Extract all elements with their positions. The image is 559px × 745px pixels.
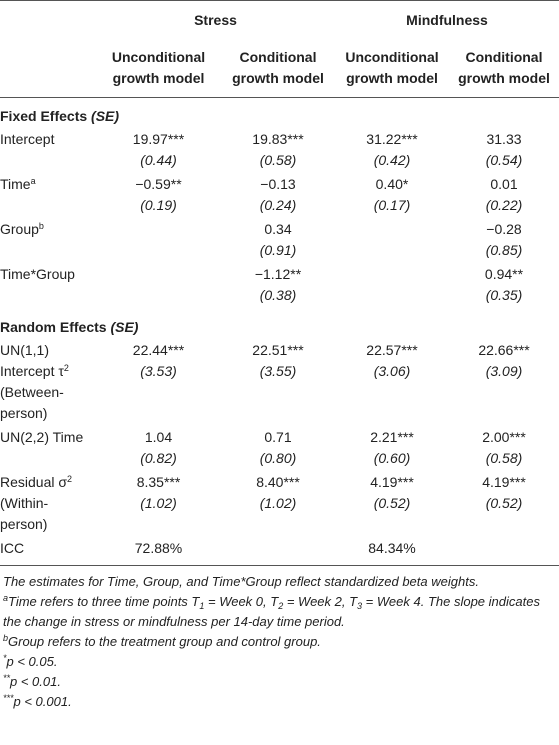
sub-header-row <box>0 40 559 98</box>
row-label: Time$^a$ <box>0 176 36 192</box>
row-label: Intercept <box>0 131 55 147</box>
table-footnotes <box>0 566 559 712</box>
header-mindfulness <box>335 1 559 41</box>
header-mindfulness-unconditional: Unconditional growth model <box>345 49 439 86</box>
footnote-beta: The estimates for Time, Group, and Time*Group reflect standardized beta weights. <box>3 574 479 589</box>
header-stress-text: Stress <box>194 12 237 28</box>
fixed-effects-section: Fixed Effects (SE) <box>0 108 120 124</box>
row-label: Group$^b$ <box>0 221 44 237</box>
header-stress-conditional: Conditional growth model <box>232 49 324 86</box>
header-stress <box>96 1 335 41</box>
table-row-un11: UN(1,1) Intercept $\tau^2$ (Between- person) 22.44*** (3.53) 22.51*** (3.55) 22.57*** (3.06) 22.66*** (3.09) <box>0 340 559 427</box>
footnote-p01: **p < 0.01. <box>3 673 61 689</box>
table-row-un22: UN(2,2) Time 1.04 (0.82) 0.71 (0.80) 2.21*** (0.60) 2.00*** (0.58) <box>0 427 559 472</box>
row-label: Time*Group <box>0 266 75 282</box>
row-label: ICC <box>0 540 25 556</box>
header-stress-unconditional: Unconditional growth model <box>111 49 206 86</box>
table-row-intercept: Intercept 19.97*** (0.44) 19.83*** (0.58) 31.22*** (0.42) 31.33 (0.54) <box>0 129 559 174</box>
footnote-p05: *p < 0.05. <box>3 653 58 669</box>
table-row-time-group: Time*Group −1.12** (0.38) 0.94** (0.35) <box>0 264 559 309</box>
row-label: Residual $\sigma^2$ (Within- person) <box>0 474 73 532</box>
random-effects-section: Random Effects (SE) <box>0 319 139 335</box>
table-row-group: Group$^b$ 0.34 (0.91) −0.28 (0.85) <box>0 219 559 264</box>
footnote-time: $^a$Time refers to three time points $T_1$ = Week 0, $T_2$ = Week 2, $T_3$ = Week 4. The slope indicates the change in stress or mindfulness per 14-day time period. <box>3 593 540 629</box>
random-effects-title: Random Effects <box>0 319 111 335</box>
table-row-icc: ICC 72.88% 84.34% <box>0 538 559 566</box>
footnote-group: $^b$Group refers to the treatment group and control group. <box>3 633 321 649</box>
header-mindfulness-text: Mindfulness <box>406 12 488 28</box>
table-row-residual: Residual $\sigma^2$ (Within- person) 8.35*** (1.02) 8.40*** (1.02) 4.19*** (0.52) 4.19*** (0.52) <box>0 472 559 538</box>
group-header-row <box>0 1 559 41</box>
header-mindfulness-conditional: Conditional growth model <box>458 49 550 86</box>
footnote-p001: ***p < 0.001. <box>3 693 72 709</box>
table-row-time: Time$^a$ −0.59** (0.19) −0.13 (0.24) 0.40* (0.17) 0.01 (0.22) <box>0 174 559 219</box>
row-label: UN(2,2) Time <box>0 429 84 445</box>
row-label: UN(1,1) Intercept $\tau^2$ (Between- person) <box>0 342 69 421</box>
fixed-effects-title: Fixed Effects <box>0 108 92 124</box>
